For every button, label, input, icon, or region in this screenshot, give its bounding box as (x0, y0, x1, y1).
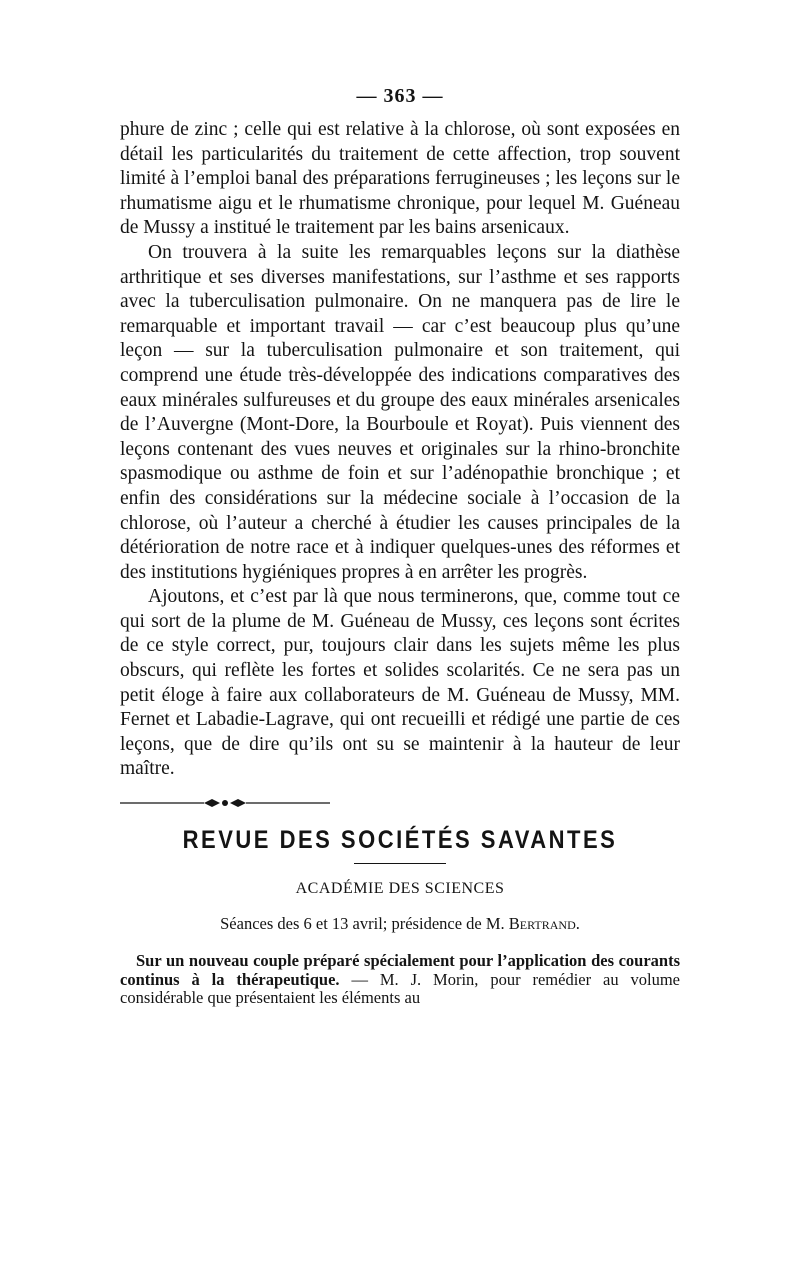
section-rule (354, 863, 446, 864)
report-paragraph (120, 952, 680, 1008)
paragraph-conclusion: Ajoutons, et c’est par là que nous terminerons, que, comme tout ce qui sort de la plume de M. Guéneau de Mussy, ces leçons sont écrites de ce style correct, pur, toujours clair dans les sujets même les plus obscurs, qui reflète les fortes et solides scolarités. Ce ne sera pas un petit éloge à faire aux collaborateurs de M. Guéneau de Mussy, MM. Fernet et Labadie-Lagrave, qui ont recueilli et rédigé une partie de ces leçons, que de dire qu’ils ont su se maintenir à la hauteur de leur maître. (120, 586, 680, 780)
paragraph-chlorose-rhumatisme: phure de zinc ; celle qui est relative à la chlorose, où sont exposées en détail les particularités du traitement de cette affection, trop souvent limité à l’emploi banal des préparations ferrugineuses ; les leçons sur le rhumatisme aigu et le rhumatisme chronique, pour lequel M. Guéneau de Mussy a institué le traitement par les bains arsenicaux. (120, 119, 680, 239)
report-title: Sur un nouveau couple préparé spécialement pour l’application des courants continus à la thérapeutique. (120, 951, 680, 989)
subsection-title: ACADÉMIE DES SCIENCES (295, 880, 505, 898)
sessions-text: Séances des 6 et 13 avril; présidence de M. (220, 914, 509, 934)
sessions-line (120, 914, 680, 934)
page-number: — 363 — (356, 85, 444, 107)
document-page (120, 85, 680, 1008)
paragraph-diathese-arthritique: On trouvera à la suite les remarquables leçons sur la diathèse arthritique et ses diverses manifestations, sur l’asthme et ses rapports avec la tuberculisation pulmonaire. On ne manquera pas de lire le remarquable et important travail — car c’est beaucoup plus qu’une leçon — sur la tuberculisation pulmonaire et son traitement, qui comprend une étude très-développée des indications comparatives des eaux minérales sulfureuses et du groupe des eaux minérales arsenicales de l’Auvergne (Mont-Dore, la Bourboule et Royat). Puis viennent des leçons contenant des vues neuves et originales sur la rhino-bronchite spasmodique ou asthme de foin et sur l’adénopathie bronchique ; et enfin des considérations sur la médecine sociale à l’occasion de la chlorose, où l’auteur a cherché à étudier les causes principales de la détérioration de notre race et à indiquer quelques-unes des réformes et des institutions hygiéniques propres à en arrêter les progrès. (120, 241, 680, 583)
report-author: — M. J. Morin, (339, 969, 479, 989)
report-text: pour remédier au volume considérable que présentaient les éléments au (120, 969, 680, 1008)
section-title: REVUE DES SOCIÉTÉS SAVANTES (182, 825, 618, 854)
president-name: Bertrand. (508, 914, 580, 934)
ornament-divider-icon (120, 796, 330, 810)
